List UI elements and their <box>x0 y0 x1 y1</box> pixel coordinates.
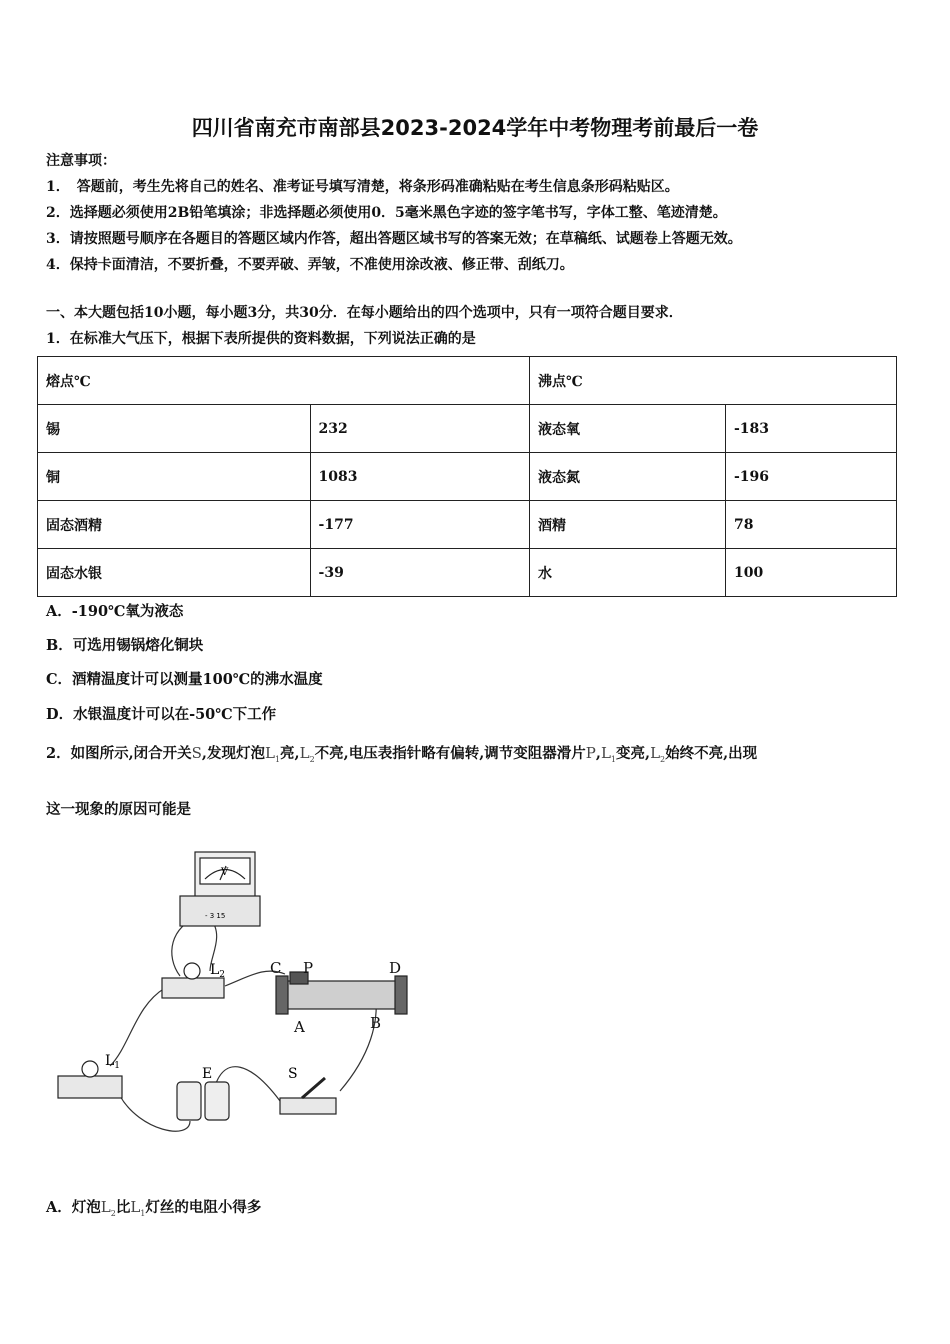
label-l2: $L_2$ <box>210 962 226 980</box>
meter-terminals: - 3 15 <box>205 912 226 920</box>
table-cell: 锡 <box>38 405 311 453</box>
stem-text: ,发现灯泡 <box>201 745 265 762</box>
q2-option-a <box>46 1196 261 1218</box>
table-cell: 100 <box>726 549 897 597</box>
symbol-letter: L <box>100 1198 111 1216</box>
label-p: P <box>303 959 314 977</box>
question-2-stem <box>46 742 757 764</box>
question-1-stem: 1．在标准大气压下，根据下表所提供的资料数据，下列说法正确的是 <box>46 331 476 347</box>
table-header-row <box>38 357 897 405</box>
voltmeter-base <box>180 896 260 926</box>
table-row <box>38 549 897 597</box>
stem-text: 亮, <box>280 745 300 762</box>
battery <box>177 1082 229 1120</box>
bulb-icon <box>184 963 200 979</box>
wire <box>110 988 165 1066</box>
symbol-s: S <box>191 744 202 762</box>
symbol-l1 <box>601 744 616 762</box>
notice-item: 4．保持卡面清洁，不要折叠，不要弄破、弄皱，不准使用涂改液、修正带、刮纸刀。 <box>46 257 574 273</box>
symbol-letter: L <box>299 744 310 762</box>
stem-text: 2．如图所示,闭合开关 <box>46 745 192 762</box>
table-cell: 78 <box>726 501 897 549</box>
stem-text: , <box>595 745 601 762</box>
symbol-subscript: 2 <box>660 755 666 764</box>
option-a: A．-190℃氧为液态 <box>46 603 184 620</box>
table-cell: -39 <box>310 549 529 597</box>
table-row <box>38 453 897 501</box>
symbol-l2 <box>650 744 665 762</box>
symbol-subscript: 1 <box>274 755 281 764</box>
symbol-l2 <box>101 1198 116 1216</box>
table-cell: 酒精 <box>530 501 726 549</box>
label-e: E <box>202 1066 213 1082</box>
symbol-p: P <box>585 744 596 762</box>
table-header-melting: 熔点℃ <box>38 357 530 405</box>
symbol-letter: L <box>264 744 275 762</box>
table-cell: -196 <box>726 453 897 501</box>
table-cell: 固态酒精 <box>38 501 311 549</box>
option-c: C．酒精温度计可以测量100℃的沸水温度 <box>46 671 323 688</box>
table-cell: 1083 <box>310 453 529 501</box>
symbol-subscript: 2 <box>309 755 315 764</box>
notice-item: 1． 答题前，考生先将自己的姓名、准考证号填写清楚，将条形码准确粘贴在考生信息条形码粘贴区。 <box>46 179 679 195</box>
label-s: S <box>288 1066 298 1082</box>
symbol-letter: L <box>650 744 661 762</box>
stem-text: 始终不亮,出现 <box>665 745 758 762</box>
label-l1: $L_1$ <box>105 1053 121 1071</box>
rheostat <box>276 972 407 1014</box>
symbol-l1 <box>265 744 280 762</box>
table-cell: 液态氮 <box>530 453 726 501</box>
option-text: 灯丝的电阻小得多 <box>145 1199 262 1216</box>
switch <box>280 1078 336 1114</box>
label-b: B <box>370 1014 382 1032</box>
option-d: D．水银温度计可以在-50℃下工作 <box>46 706 277 723</box>
notice-item: 2．选择题必须使用2B铅笔填涂；非选择题必须使用0．5毫米黑色字迹的签字笔书写，字体工整、笔迹清楚。 <box>46 205 727 221</box>
table-cell: 固态水银 <box>38 549 311 597</box>
page-title: 四川省南充市南部县2023-2024学年中考物理考前最后一卷 <box>191 116 759 140</box>
symbol-letter: L <box>600 744 611 762</box>
symbol-l1 <box>130 1198 145 1216</box>
bulb-icon <box>82 1061 98 1077</box>
label-c: C <box>270 959 282 977</box>
label-d: D <box>389 959 402 977</box>
table-cell: -177 <box>310 501 529 549</box>
symbol-subscript: 2 <box>110 1209 116 1218</box>
symbol-subscript: 1 <box>610 755 616 764</box>
option-text: 比 <box>115 1199 131 1216</box>
symbol-subscript: 1 <box>140 1209 146 1218</box>
label-a: A <box>294 1018 305 1036</box>
table-cell: 232 <box>310 405 529 453</box>
table-cell: -183 <box>726 405 897 453</box>
data-table <box>37 356 897 597</box>
voltmeter-label: V <box>221 867 229 878</box>
notice-item: 3．请按照题号顺序在各题目的答题区域内作答，超出答题区域书写的答案无效；在草稿纸、试题卷上答题无效。 <box>46 231 742 247</box>
question-2-stem-line2: 这一现象的原因可能是 <box>46 801 191 818</box>
circuit-diagram <box>50 846 430 1146</box>
table-cell: 铜 <box>38 453 311 501</box>
table-row <box>38 501 897 549</box>
option-b: B．可选用锡锅熔化铜块 <box>46 637 204 654</box>
symbol-letter: L <box>130 1198 141 1216</box>
symbol-l2 <box>300 744 315 762</box>
notice-heading: 注意事项： <box>46 153 116 169</box>
stem-text: 变亮, <box>616 745 651 762</box>
table-cell: 液态氧 <box>530 405 726 453</box>
option-text: A．灯泡 <box>46 1199 101 1216</box>
table-row <box>38 405 897 453</box>
table-header-boiling: 沸点℃ <box>530 357 897 405</box>
section-heading: 一、本大题包括10小题，每小题3分，共30分．在每小题给出的四个选项中，只有一项符合题目要求． <box>46 305 683 321</box>
table-cell: 水 <box>530 549 726 597</box>
stem-text: 不亮,电压表指针略有偏转,调节变阻器滑片 <box>314 745 586 762</box>
